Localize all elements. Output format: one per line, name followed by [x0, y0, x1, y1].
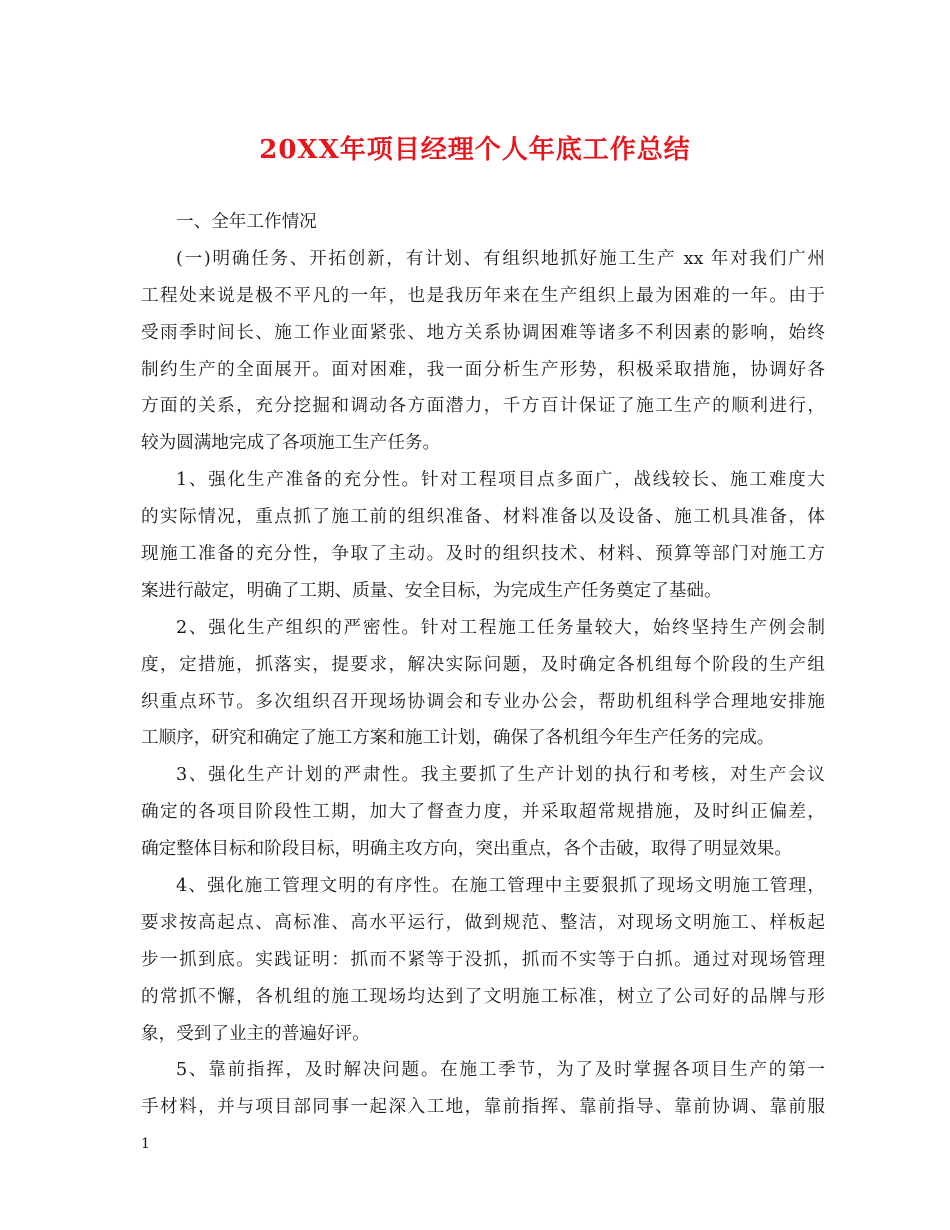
- paragraph-line: 织重点环节。多次组织召开现场协调会和专业办公会，帮助机组科学合理地安排施: [141, 691, 825, 712]
- paragraph-line: (一)明确任务、开拓创新，有计划、有组织地抓好施工生产 xx 年对我们广州: [176, 248, 825, 269]
- paragraph-line: 受雨季时间长、施工作业面紧张、地方关系协调困难等诸多不利因素的影响，始终: [141, 322, 825, 343]
- paragraph-line: 要求按高起点、高标准、高水平运行，做到规范、整洁，对现场文明施工、样板起: [141, 912, 825, 933]
- paragraph-line: 较为圆满地完成了各项施工生产任务。: [141, 433, 441, 454]
- paragraph-line: 工顺序，研究和确定了施工方案和施工计划，确保了各机组今年生产任务的完成。: [141, 728, 775, 749]
- document-title: 20XX年项目经理个人年底工作总结: [259, 135, 691, 165]
- section-heading: 一、全年工作情况: [176, 212, 317, 232]
- paragraph-line: 的常抓不懈，各机组的施工现场均达到了文明施工标准，树立了公司好的品牌与形: [141, 986, 825, 1007]
- paragraph-line: 1、强化生产准备的充分性。针对工程项目点多面广，战线较长、施工难度大: [176, 470, 825, 491]
- paragraph-line: 度，定措施，抓落实，提要求，解决实际问题，及时确定各机组每个阶段的生产组: [141, 654, 825, 675]
- paragraph-line: 制约生产的全面展开。面对困难，我一面分析生产形势，积极采取措施，协调好各: [141, 359, 825, 380]
- paragraph-line: 案进行敲定，明确了工期、质量、安全目标，为完成生产任务奠定了基础。: [141, 580, 722, 601]
- paragraph-line: 方面的关系，充分挖掘和调动各方面潜力，千方百计保证了施工生产的顺利进行，: [141, 396, 825, 417]
- page-number: 1: [141, 1136, 150, 1152]
- paragraph-line: 工程处来说是极不平凡的一年，也是我历年来在生产组织上最为困难的一年。由于: [141, 285, 825, 306]
- paragraph-line: 3、强化生产计划的严肃性。我主要抓了生产计划的执行和考核，对生产会议: [176, 765, 825, 786]
- paragraph-line: 4、强化施工管理文明的有序性。在施工管理中主要狠抓了现场文明施工管理，: [176, 876, 825, 897]
- paragraph-line: 步一抓到底。实践证明：抓而不紧等于没抓，抓而不实等于白抓。通过对现场管理: [141, 949, 825, 970]
- paragraph-line: 确定整体目标和阶段目标，明确主攻方向，突出重点，各个击破，取得了明显效果。: [141, 839, 792, 860]
- document-body: [141, 204, 825, 1126]
- paragraph-line: 5、靠前指挥，及时解决问题。在施工季节，为了及时掌握各项目生产的第一: [176, 1060, 825, 1081]
- paragraph-line: 2、强化生产组织的严密性。针对工程施工任务量较大，始终坚持生产例会制: [176, 617, 825, 638]
- paragraph-line: 象，受到了业主的普遍好评。: [141, 1023, 370, 1044]
- paragraph-line: 现施工准备的充分性，争取了主动。及时的组织技术、材料、预算等部门对施工方: [141, 544, 825, 565]
- paragraph-line: 确定的各项目阶段性工期，加大了督查力度，并采取超常规措施，及时纠正偏差，: [141, 802, 825, 823]
- paragraph-line: 的实际情况，重点抓了施工前的组织准备、材料准备以及设备、施工机具准备，体: [141, 507, 825, 528]
- paragraph-line: 手材料，并与项目部同事一起深入工地，靠前指挥、靠前指导、靠前协调、靠前服: [141, 1097, 825, 1118]
